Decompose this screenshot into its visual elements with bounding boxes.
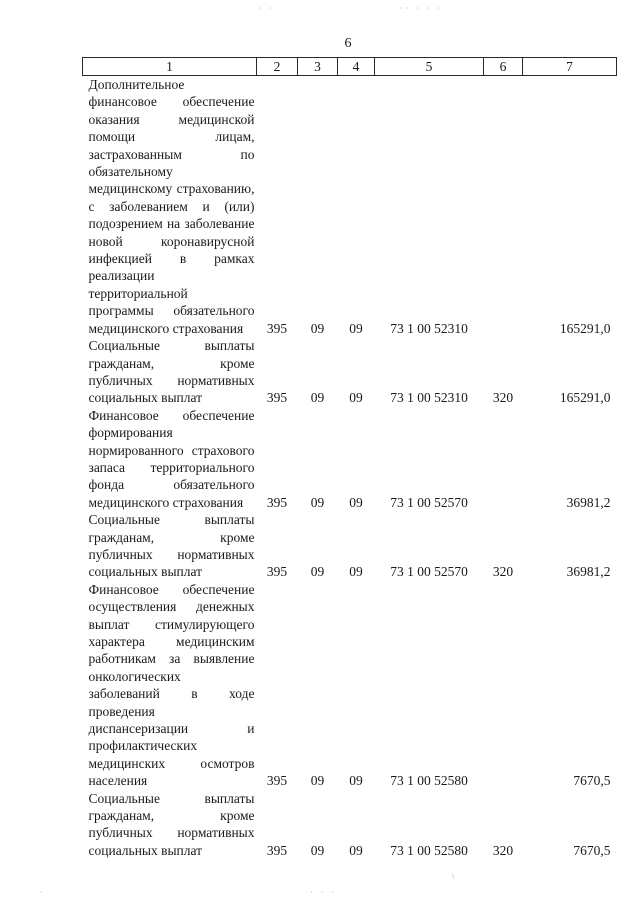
row-section: 09 xyxy=(310,390,325,406)
row-expense-type xyxy=(484,76,523,338)
row-target: 73 1 00 52570 xyxy=(390,564,468,580)
row-expense-type xyxy=(484,581,523,790)
row-expense-type xyxy=(484,407,523,511)
row-ministry: 395 xyxy=(266,320,288,336)
row-subsection: 09 xyxy=(349,494,363,510)
row-amount: 36981,2 xyxy=(566,564,611,580)
scan-speck: · · · xyxy=(310,888,337,897)
row-subsection: 09 xyxy=(349,564,363,580)
table-row xyxy=(83,790,617,860)
table-row xyxy=(83,76,617,338)
row-target: 73 1 00 52310 xyxy=(390,390,468,406)
scan-speck: \ xyxy=(452,872,458,881)
header-row xyxy=(83,58,617,76)
column-header-1: 1 xyxy=(83,58,257,76)
row-name: Социальные выплаты гражданам, кроме публичных нормативных социальных выплат xyxy=(88,512,255,580)
table-row xyxy=(83,407,617,511)
table-body xyxy=(83,76,617,860)
row-subsection: 09 xyxy=(349,842,363,858)
row-subsection: 09 xyxy=(349,390,363,406)
row-ministry: 395 xyxy=(266,842,288,858)
row-ministry: 395 xyxy=(266,494,288,510)
row-name: Социальные выплаты гражданам, кроме публичных нормативных социальных выплат xyxy=(88,338,255,406)
row-name: Финансовое обеспечение формирования нормированного страхового запаса территориального фонда обязательного медицинского страхования xyxy=(88,407,255,510)
column-header-6: 6 xyxy=(484,58,523,76)
row-amount: 165291,0 xyxy=(559,390,611,406)
row-amount: 165291,0 xyxy=(559,320,611,336)
budget-table xyxy=(82,57,617,859)
row-target: 73 1 00 52580 xyxy=(390,842,468,858)
scan-speck: · xyxy=(40,888,46,897)
row-ministry: 395 xyxy=(266,564,288,580)
row-section: 09 xyxy=(310,773,325,789)
column-header-3: 3 xyxy=(298,58,338,76)
scan-speck: ·· · · · xyxy=(400,4,444,13)
table-row xyxy=(83,511,617,581)
column-header-7: 7 xyxy=(523,58,617,76)
table-row xyxy=(83,337,617,407)
row-name: Социальные выплаты гражданам, кроме публичных нормативных социальных выплат xyxy=(88,790,255,858)
row-section: 09 xyxy=(310,320,325,336)
row-amount: 36981,2 xyxy=(566,494,611,510)
row-expense-type: 320 xyxy=(492,842,514,858)
page-number: 6 xyxy=(344,36,352,51)
row-ministry: 395 xyxy=(266,390,288,406)
row-name: Дополнительное финансовое обеспечение оказания медицинской помощи лицам, застрахованным по обязательному медицинскому страхованию, с заболеванием и (или) подозрением на заболевание новой коронавирусной инфекцией в рамках реализации территориальной программы обязательного медицинского страхования xyxy=(88,77,255,336)
row-section: 09 xyxy=(310,564,325,580)
row-expense-type: 320 xyxy=(492,564,514,580)
row-subsection: 09 xyxy=(349,773,363,789)
row-ministry: 395 xyxy=(266,773,288,789)
row-amount: 7670,5 xyxy=(573,842,611,858)
column-header-4: 4 xyxy=(338,58,375,76)
table-header xyxy=(83,58,617,76)
row-amount: 7670,5 xyxy=(573,773,611,789)
row-section: 09 xyxy=(310,494,325,510)
column-header-2: 2 xyxy=(257,58,298,76)
row-expense-type: 320 xyxy=(492,390,514,406)
row-section: 09 xyxy=(310,842,325,858)
scan-speck: · · xyxy=(258,4,275,13)
row-target: 73 1 00 52580 xyxy=(390,773,468,789)
table-row xyxy=(83,581,617,790)
row-target: 73 1 00 52310 xyxy=(390,320,468,336)
row-subsection: 09 xyxy=(349,320,363,336)
row-name: Финансовое обеспечение осуществления денежных выплат стимулирующего характера медицинским работникам за выявление онкологических заболеваний в ходе проведения диспансеризации и профилактических медицинских осмотров населения xyxy=(88,581,255,789)
column-header-5: 5 xyxy=(375,58,484,76)
row-target: 73 1 00 52570 xyxy=(390,494,468,510)
